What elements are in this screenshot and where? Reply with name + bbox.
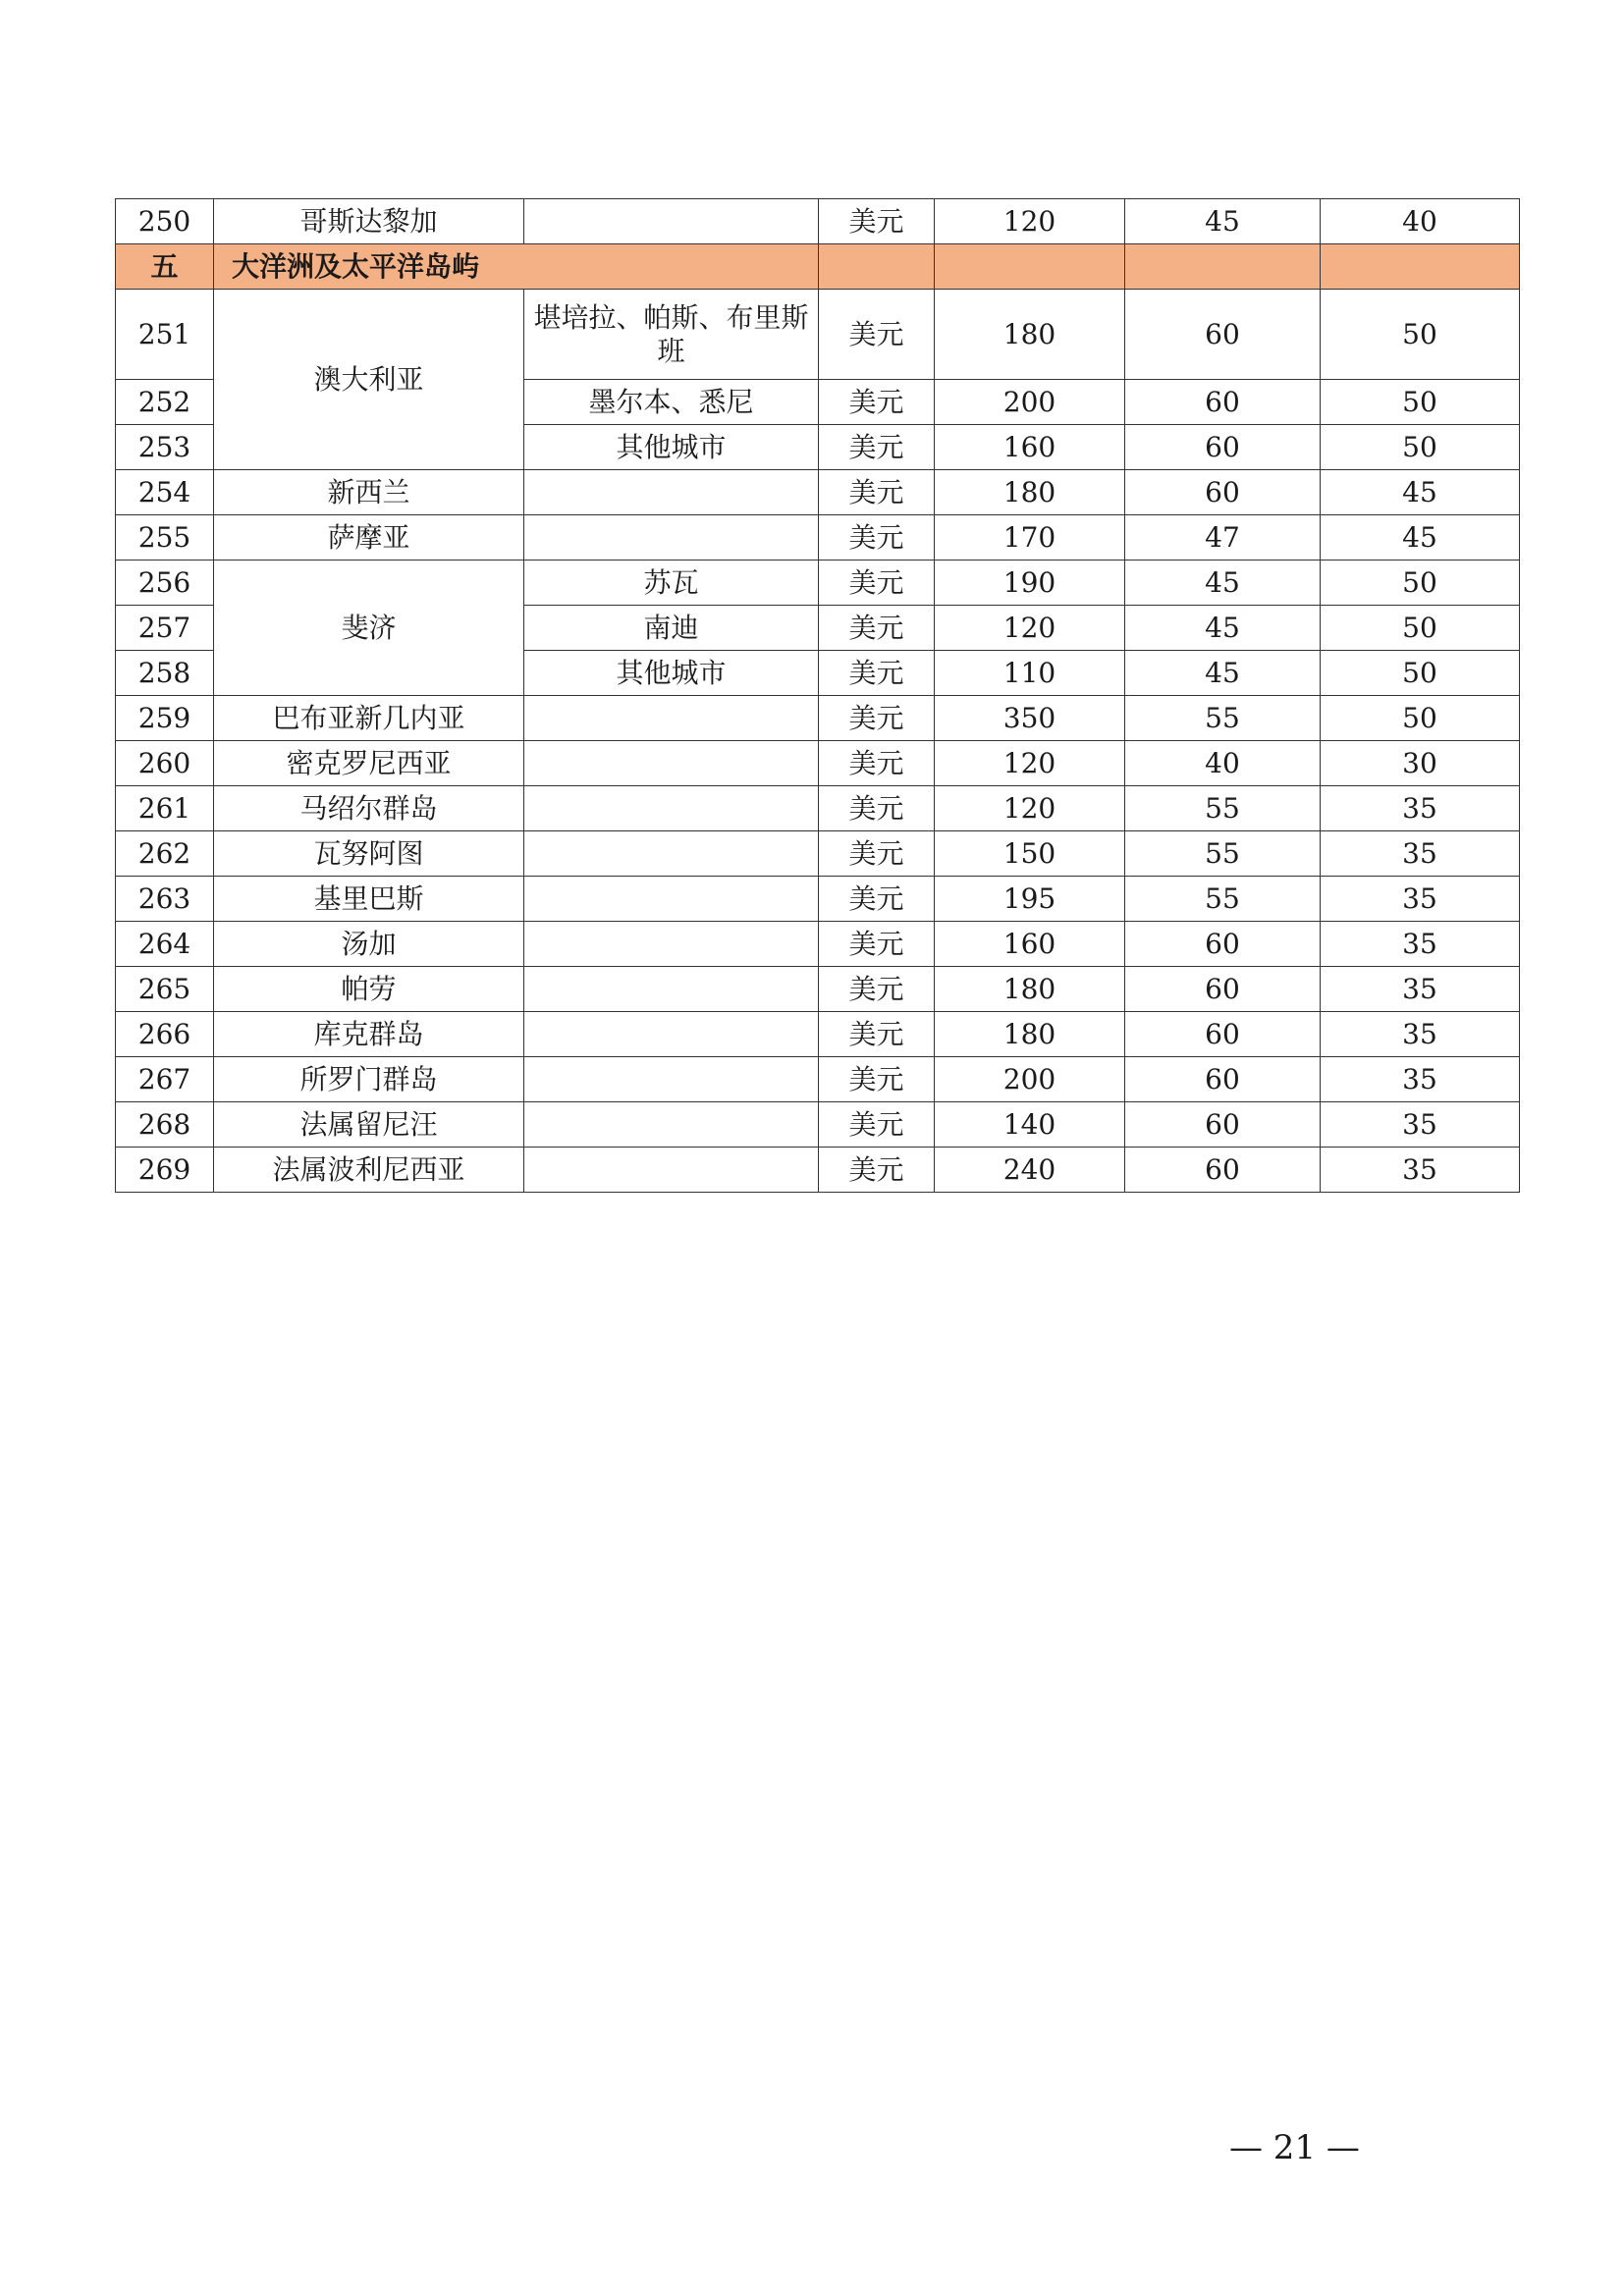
table-row	[116, 741, 1520, 786]
misc-cell: 35	[1321, 1057, 1520, 1102]
lodging-cell: 180	[935, 1012, 1125, 1057]
city-cell: 苏瓦	[524, 561, 819, 606]
lodging-cell: 240	[935, 1148, 1125, 1193]
meals-cell: 55	[1125, 831, 1321, 877]
city-cell: 墨尔本、悉尼	[524, 380, 819, 425]
misc-cell: 35	[1321, 786, 1520, 831]
meals-cell: 55	[1125, 696, 1321, 741]
city-cell	[524, 470, 819, 515]
meals-cell: 55	[1125, 877, 1321, 922]
country-cell: 哥斯达黎加	[214, 199, 524, 244]
table-row	[116, 696, 1520, 741]
misc-cell: 40	[1321, 199, 1520, 244]
meals-cell: 45	[1125, 651, 1321, 696]
city-cell: 其他城市	[524, 425, 819, 470]
lodging-cell: 120	[935, 199, 1125, 244]
city-cell	[524, 967, 819, 1012]
meals-cell: 60	[1125, 967, 1321, 1012]
lodging-cell: 170	[935, 515, 1125, 561]
currency-cell: 美元	[819, 290, 935, 380]
row-number: 259	[116, 696, 214, 741]
currency-cell: 美元	[819, 606, 935, 651]
lodging-cell: 180	[935, 470, 1125, 515]
city-cell	[524, 696, 819, 741]
meals-cell: 60	[1125, 425, 1321, 470]
row-number: 264	[116, 922, 214, 967]
misc-cell: 35	[1321, 1102, 1520, 1148]
currency-cell: 美元	[819, 515, 935, 561]
lodging-cell: 140	[935, 1102, 1125, 1148]
row-number: 260	[116, 741, 214, 786]
city-cell	[524, 1057, 819, 1102]
meals-cell: 60	[1125, 1148, 1321, 1193]
city-cell	[524, 199, 819, 244]
table-row	[116, 561, 1520, 606]
country-cell: 法属留尼汪	[214, 1102, 524, 1148]
city-cell	[524, 1012, 819, 1057]
meals-cell: 60	[1125, 470, 1321, 515]
meals-cell: 60	[1125, 1057, 1321, 1102]
lodging-cell: 350	[935, 696, 1125, 741]
table-row	[116, 831, 1520, 877]
country-cell: 澳大利亚	[214, 290, 524, 470]
city-cell: 其他城市	[524, 651, 819, 696]
lodging-cell: 160	[935, 922, 1125, 967]
section-number: 五	[116, 244, 214, 290]
lodging-cell: 120	[935, 606, 1125, 651]
table-row	[116, 1148, 1520, 1193]
currency-cell: 美元	[819, 922, 935, 967]
currency-cell: 美元	[819, 561, 935, 606]
city-cell	[524, 831, 819, 877]
currency-cell: 美元	[819, 696, 935, 741]
section-row	[116, 244, 1520, 290]
city-cell: 南迪	[524, 606, 819, 651]
table-row	[116, 1102, 1520, 1148]
misc-cell: 35	[1321, 922, 1520, 967]
row-number: 251	[116, 290, 214, 380]
currency-cell: 美元	[819, 786, 935, 831]
currency-cell: 美元	[819, 1057, 935, 1102]
table-row	[116, 515, 1520, 561]
row-number: 255	[116, 515, 214, 561]
currency-cell: 美元	[819, 199, 935, 244]
lodging-cell: 110	[935, 651, 1125, 696]
currency-cell: 美元	[819, 1148, 935, 1193]
city-cell	[524, 786, 819, 831]
misc-cell: 50	[1321, 606, 1520, 651]
misc-cell: 50	[1321, 696, 1520, 741]
country-cell: 斐济	[214, 561, 524, 696]
currency-cell: 美元	[819, 380, 935, 425]
lodging-cell: 200	[935, 1057, 1125, 1102]
city-cell: 堪培拉、帕斯、布里斯班	[524, 290, 819, 380]
country-cell: 汤加	[214, 922, 524, 967]
country-cell: 萨摩亚	[214, 515, 524, 561]
meals-cell: 45	[1125, 561, 1321, 606]
country-cell: 马绍尔群岛	[214, 786, 524, 831]
row-number: 261	[116, 786, 214, 831]
section-empty-cell	[935, 244, 1125, 290]
country-cell: 帕劳	[214, 967, 524, 1012]
currency-cell: 美元	[819, 651, 935, 696]
lodging-cell: 160	[935, 425, 1125, 470]
country-cell: 法属波利尼西亚	[214, 1148, 524, 1193]
allowance-table	[115, 198, 1520, 1193]
meals-cell: 55	[1125, 786, 1321, 831]
country-cell: 所罗门群岛	[214, 1057, 524, 1102]
city-cell	[524, 741, 819, 786]
currency-cell: 美元	[819, 741, 935, 786]
currency-cell: 美元	[819, 425, 935, 470]
section-empty-cell	[1125, 244, 1321, 290]
city-cell	[524, 877, 819, 922]
page-number: — 21 —	[1229, 2128, 1360, 2167]
table-row	[116, 199, 1520, 244]
misc-cell: 35	[1321, 967, 1520, 1012]
currency-cell: 美元	[819, 1102, 935, 1148]
table-row	[116, 922, 1520, 967]
row-number: 252	[116, 380, 214, 425]
table-row	[116, 290, 1520, 380]
country-cell: 基里巴斯	[214, 877, 524, 922]
misc-cell: 50	[1321, 651, 1520, 696]
row-number: 250	[116, 199, 214, 244]
currency-cell: 美元	[819, 877, 935, 922]
row-number: 257	[116, 606, 214, 651]
lodging-cell: 150	[935, 831, 1125, 877]
currency-cell: 美元	[819, 470, 935, 515]
misc-cell: 45	[1321, 470, 1520, 515]
city-cell	[524, 515, 819, 561]
row-number: 269	[116, 1148, 214, 1193]
table-row	[116, 470, 1520, 515]
table-body	[116, 199, 1520, 1193]
table-row	[116, 786, 1520, 831]
meals-cell: 60	[1125, 290, 1321, 380]
meals-cell: 40	[1125, 741, 1321, 786]
row-number: 258	[116, 651, 214, 696]
lodging-cell: 200	[935, 380, 1125, 425]
meals-cell: 60	[1125, 922, 1321, 967]
misc-cell: 50	[1321, 425, 1520, 470]
meals-cell: 60	[1125, 380, 1321, 425]
table-row	[116, 1057, 1520, 1102]
city-cell	[524, 1102, 819, 1148]
currency-cell: 美元	[819, 967, 935, 1012]
row-number: 265	[116, 967, 214, 1012]
lodging-cell: 180	[935, 290, 1125, 380]
country-cell: 巴布亚新几内亚	[214, 696, 524, 741]
row-number: 267	[116, 1057, 214, 1102]
meals-cell: 60	[1125, 1102, 1321, 1148]
row-number: 253	[116, 425, 214, 470]
lodging-cell: 120	[935, 786, 1125, 831]
section-empty-cell	[819, 244, 935, 290]
misc-cell: 35	[1321, 1148, 1520, 1193]
section-empty-cell	[1321, 244, 1520, 290]
section-title: 大洋洲及太平洋岛屿	[214, 244, 819, 290]
misc-cell: 50	[1321, 290, 1520, 380]
currency-cell: 美元	[819, 1012, 935, 1057]
lodging-cell: 180	[935, 967, 1125, 1012]
currency-cell: 美元	[819, 831, 935, 877]
row-number: 256	[116, 561, 214, 606]
city-cell	[524, 922, 819, 967]
row-number: 268	[116, 1102, 214, 1148]
lodging-cell: 190	[935, 561, 1125, 606]
country-cell: 瓦努阿图	[214, 831, 524, 877]
misc-cell: 45	[1321, 515, 1520, 561]
row-number: 262	[116, 831, 214, 877]
table-row	[116, 967, 1520, 1012]
meals-cell: 60	[1125, 1012, 1321, 1057]
misc-cell: 50	[1321, 561, 1520, 606]
meals-cell: 47	[1125, 515, 1321, 561]
meals-cell: 45	[1125, 606, 1321, 651]
misc-cell: 30	[1321, 741, 1520, 786]
row-number: 263	[116, 877, 214, 922]
misc-cell: 35	[1321, 831, 1520, 877]
meals-cell: 45	[1125, 199, 1321, 244]
table-row	[116, 1012, 1520, 1057]
lodging-cell: 195	[935, 877, 1125, 922]
misc-cell: 35	[1321, 1012, 1520, 1057]
lodging-cell: 120	[935, 741, 1125, 786]
country-cell: 新西兰	[214, 470, 524, 515]
row-number: 266	[116, 1012, 214, 1057]
misc-cell: 35	[1321, 877, 1520, 922]
table-row	[116, 877, 1520, 922]
country-cell: 密克罗尼西亚	[214, 741, 524, 786]
city-cell	[524, 1148, 819, 1193]
misc-cell: 50	[1321, 380, 1520, 425]
row-number: 254	[116, 470, 214, 515]
country-cell: 库克群岛	[214, 1012, 524, 1057]
